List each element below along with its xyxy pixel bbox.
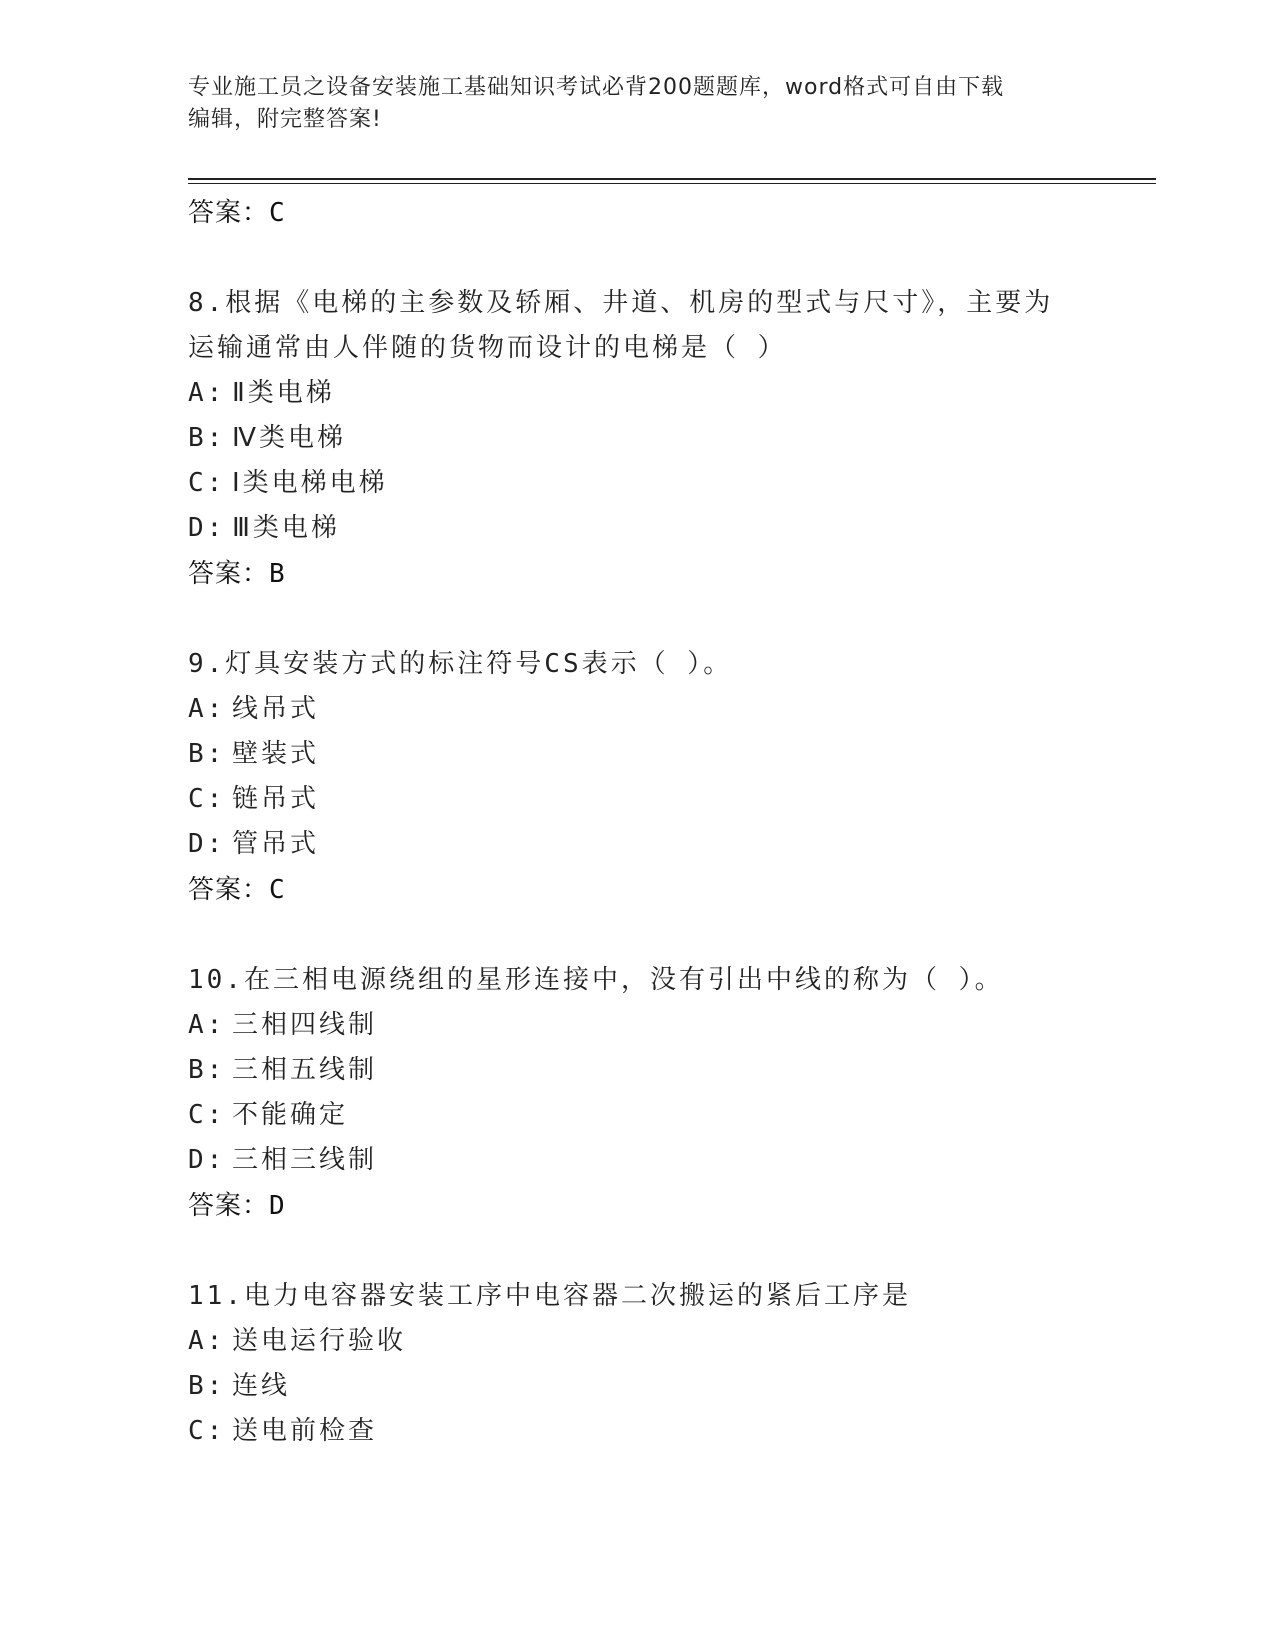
option-a <box>188 1319 1148 1364</box>
answer-value: D <box>269 1191 286 1221</box>
answer-label: 答案： <box>188 559 270 589</box>
option-key: A: <box>188 1010 226 1040</box>
option-b <box>188 416 1148 461</box>
option-d <box>188 506 1148 551</box>
answer-label: 答案： <box>188 1191 270 1221</box>
option-text: Ⅳ类电梯 <box>232 423 346 453</box>
question-stem-line-1: 11.电力电容器安装工序中电容器二次搬运的紧后工序是 <box>188 1281 911 1311</box>
option-c <box>188 461 1148 506</box>
answer-value: C <box>269 875 286 905</box>
option-text: 连线 <box>232 1371 291 1401</box>
answer-line <box>188 551 1148 597</box>
option-key: A: <box>188 378 226 408</box>
question-stem <box>188 642 1148 687</box>
option-key: B: <box>188 423 226 453</box>
answer-line <box>188 1183 1148 1229</box>
option-text: 壁装式 <box>232 739 320 769</box>
option-a <box>188 687 1148 732</box>
question-stem <box>188 958 1148 1003</box>
header-rule-thin <box>188 183 1156 184</box>
option-text: 三相五线制 <box>232 1055 378 1085</box>
option-b <box>188 1048 1148 1093</box>
option-a <box>188 371 1148 416</box>
option-text: 送电运行验收 <box>232 1326 407 1356</box>
option-text: 送电前检查 <box>232 1416 378 1446</box>
option-text: 三相四线制 <box>232 1010 378 1040</box>
question-10 <box>188 958 1148 1229</box>
option-text: Ⅲ类电梯 <box>232 513 340 543</box>
option-a <box>188 1003 1148 1048</box>
answer-line <box>188 867 1148 913</box>
question-stem-line-2: 运输通常由人伴随的货物而设计的电梯是（ ） <box>188 333 787 363</box>
header-line-1: 专业施工员之设备安装施工基础知识考试必背200题题库，word格式可自由下载 <box>188 75 1005 100</box>
option-text: Ⅱ类电梯 <box>232 378 335 408</box>
option-c <box>188 1093 1148 1138</box>
option-c <box>188 1409 1148 1454</box>
question-stem-line-1: 9.灯具安装方式的标注符号CS表示（ ）。 <box>188 649 733 679</box>
option-key: B: <box>188 1371 226 1401</box>
question-stem <box>188 281 1148 371</box>
option-text: Ⅰ类电梯电梯 <box>232 468 388 498</box>
document-header <box>188 72 1088 136</box>
option-b <box>188 732 1148 777</box>
option-b <box>188 1364 1148 1409</box>
question-list <box>188 190 1148 1454</box>
option-text: 不能确定 <box>232 1100 349 1130</box>
option-d <box>188 822 1148 867</box>
option-key: D: <box>188 513 226 543</box>
question-8 <box>188 281 1148 597</box>
option-text: 三相三线制 <box>232 1145 378 1175</box>
question-11 <box>188 1274 1148 1454</box>
option-key: A: <box>188 694 226 724</box>
option-text: 线吊式 <box>232 694 320 724</box>
header-line-2: 编辑，附完整答案! <box>188 107 382 132</box>
answer-label: 答案： <box>188 198 270 228</box>
option-text: 管吊式 <box>232 829 320 859</box>
answer-label: 答案： <box>188 875 270 905</box>
question-stem <box>188 1274 1148 1319</box>
option-key: C: <box>188 468 226 498</box>
option-key: C: <box>188 784 226 814</box>
header-rule-thick <box>188 178 1156 180</box>
option-key: A: <box>188 1326 226 1356</box>
answer-value: B <box>269 559 286 589</box>
option-d <box>188 1138 1148 1183</box>
option-key: C: <box>188 1416 226 1446</box>
answer-value: C <box>269 198 286 228</box>
option-key: C: <box>188 1100 226 1130</box>
question-9 <box>188 642 1148 913</box>
question-stem-line-1: 8.根据《电梯的主参数及轿厢、井道、机房的型式与尺寸》，主要为 <box>188 288 1054 318</box>
option-key: B: <box>188 739 226 769</box>
question-stem-line-1: 10.在三相电源绕组的星形连接中，没有引出中线的称为（ ）。 <box>188 965 1004 995</box>
answer-line <box>188 190 1148 236</box>
option-key: D: <box>188 1145 226 1175</box>
option-c <box>188 777 1148 822</box>
option-text: 链吊式 <box>232 784 320 814</box>
option-key: D: <box>188 829 226 859</box>
option-key: B: <box>188 1055 226 1085</box>
